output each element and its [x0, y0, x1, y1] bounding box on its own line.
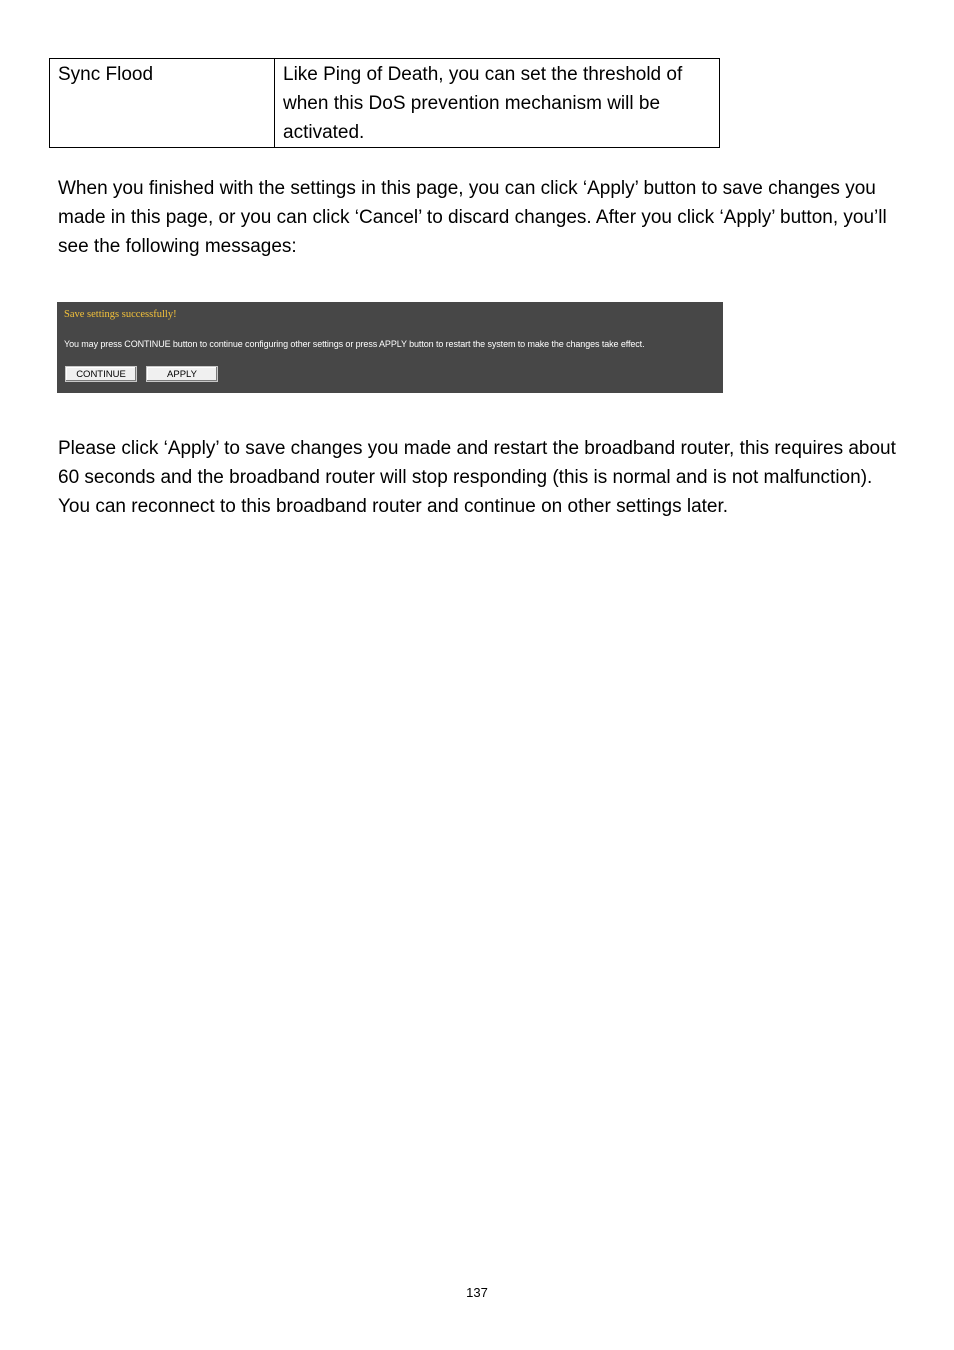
outro-paragraph: Please click ‘Apply’ to save changes you made and restart the broadband router, this requires about 60 seconds and the broadband router will stop responding (this is normal and is not malfunction). You can reconnect to this broadband router and continue on other settings later.: [58, 438, 896, 517]
save-settings-screenshot: [57, 302, 723, 393]
continue-button[interactable]: CONTINUE: [65, 366, 137, 382]
intro-paragraph: When you finished with the settings in this page, you can click ‘Apply’ button to save changes you made in this page, or you can click ‘Cancel’ to discard changes. After you click ‘Apply’ button, you’ll see the following messages:: [58, 178, 887, 257]
save-success-title: Save settings successfully!: [64, 309, 177, 320]
description-cell: Like Ping of Death, you can set the threshold of when this DoS prevention mechanism will be activated.: [275, 59, 720, 148]
apply-button[interactable]: APPLY: [146, 366, 218, 382]
save-success-message: You may press CONTINUE button to continue configuring other settings or press APPLY button to restart the system to make the changes take effect.: [64, 339, 645, 349]
table-row: [50, 59, 720, 148]
term-cell: Sync Flood: [50, 59, 275, 148]
definition-table: [49, 58, 720, 148]
page-number: 137: [466, 1285, 488, 1300]
